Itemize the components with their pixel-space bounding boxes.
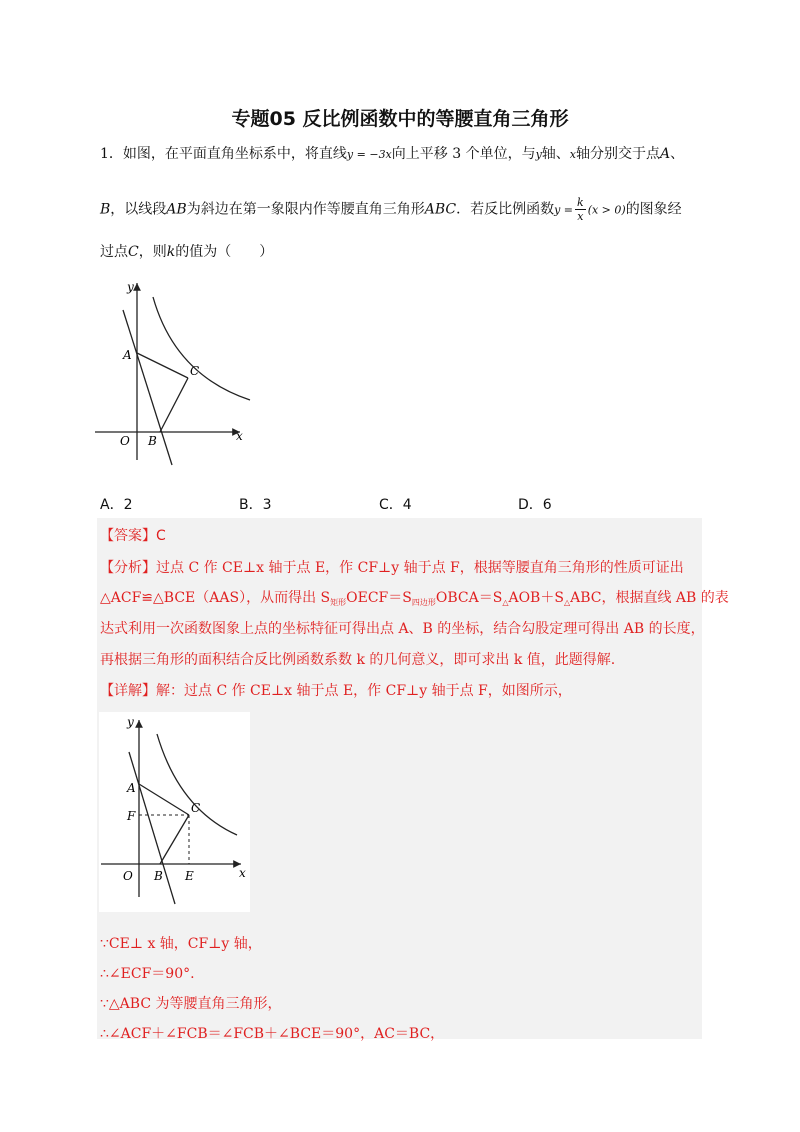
function-lhs: y =	[554, 203, 574, 217]
question-line-3	[100, 241, 273, 261]
solution-step-3: ∵△ABC 为等腰直角三角形，	[100, 996, 282, 1012]
var-x: x	[569, 148, 577, 161]
label-c: C	[191, 801, 201, 815]
label-c: C	[190, 364, 200, 378]
point-a: A	[660, 146, 671, 162]
hyperbola-curve	[153, 297, 250, 400]
subscript: △	[502, 598, 509, 607]
question-text: 过点	[100, 244, 128, 260]
line-equation: y = −3x	[346, 148, 392, 161]
label-x: x	[239, 866, 246, 880]
analysis-text: AOB＋S	[508, 590, 564, 606]
question-text: 轴分别交于点	[576, 146, 661, 162]
var-y: y	[535, 148, 542, 161]
analysis-tag: 【分析】	[100, 560, 156, 576]
analysis-text: △ACF≌△BCE（AAS），从而得出 S	[100, 590, 331, 606]
question-text: ．若反比例函数	[456, 201, 555, 218]
detail-text: 解：过点 C 作 CE⊥x 轴于点 E，作 CF⊥y 轴于点 F，如图所示，	[156, 683, 572, 699]
answer-line	[100, 525, 166, 545]
triangle-abc: ABC	[424, 201, 457, 218]
page-title: 专题05 反比例函数中的等腰直角三角形	[231, 108, 569, 130]
fraction-numerator: k	[577, 196, 584, 209]
fraction-denominator: x	[577, 210, 584, 223]
question-text: 、	[670, 146, 685, 162]
label-a: A	[123, 348, 132, 362]
subscript: 四边形	[411, 598, 436, 607]
analysis-text: ABC，根据直线 AB 的表	[570, 590, 729, 606]
label-e: E	[185, 869, 194, 883]
label-y: y	[127, 280, 134, 294]
label-x: x	[236, 429, 243, 443]
subscript: 矩形	[330, 598, 347, 607]
detail-line-1	[100, 680, 572, 700]
label-y: y	[127, 715, 134, 729]
question-text: 轴、	[541, 146, 570, 162]
analysis-line-3: 达式利用一次函数图象上点的坐标特征可得出点 A、B 的坐标，结合勾股定理可得出 AB 的长度，	[100, 621, 705, 637]
line-ab	[129, 752, 175, 904]
hyperbola-curve	[157, 734, 237, 835]
question-number: 1．	[100, 146, 123, 162]
solution-step-4: ∴∠ACF＋∠FCB＝∠FCB＋∠BCE＝90°，AC＝BC，	[100, 1026, 445, 1042]
question-line-1	[100, 143, 684, 163]
answer-tag: 【答案】	[100, 528, 156, 544]
segment-ab: AB	[166, 201, 187, 218]
segment-bc	[160, 815, 189, 864]
figure-2-graph	[99, 712, 250, 912]
label-f: F	[127, 809, 136, 823]
question-text: 为斜边在第一象限内作等腰直角三角形	[186, 201, 425, 218]
option-d[interactable]: D．6	[518, 497, 552, 513]
detail-tag: 【详解】	[100, 683, 156, 699]
question-text: 的图象经	[625, 201, 682, 218]
function-condition: (x > 0)	[587, 203, 626, 217]
question-text: 的值为（ ）	[175, 244, 274, 260]
function-fraction	[575, 196, 586, 223]
analysis-text: OECF＝S	[346, 590, 412, 606]
analysis-line-1	[100, 557, 684, 577]
point-b: B	[100, 201, 111, 218]
question-text: 如图，在平面直角坐标系中，将直线	[122, 146, 347, 162]
label-o: O	[123, 869, 133, 883]
analysis-text: 过点 C 作 CE⊥x 轴于点 E，作 CF⊥y 轴于点 F，根据等腰直角三角形的性质可证出	[156, 560, 684, 576]
analysis-text: OBCA＝S	[435, 590, 503, 606]
segment-bc	[160, 378, 188, 432]
answer-value: C	[156, 528, 166, 544]
question-text: ，以线段	[110, 201, 167, 218]
subscript: △	[563, 598, 571, 607]
figure-1-graph	[90, 275, 255, 470]
solution-step-1: ∵CE⊥ x 轴，CF⊥y 轴，	[100, 936, 262, 952]
point-c: C	[128, 244, 139, 260]
question-text: ，则	[138, 244, 167, 260]
question-text: 向上平移 3 个单位，与	[391, 146, 536, 162]
segment-ac	[137, 353, 188, 378]
analysis-line-2	[100, 587, 729, 608]
label-a: A	[127, 781, 136, 795]
option-a[interactable]: A．2	[100, 497, 133, 513]
var-k: k	[166, 244, 176, 260]
solution-step-2: ∴∠ECF＝90°.	[100, 966, 195, 982]
figure-2-frame	[99, 712, 250, 912]
label-o: O	[120, 434, 130, 448]
label-b: B	[154, 869, 163, 883]
option-c[interactable]: C．4	[379, 497, 412, 513]
question-line-2	[100, 196, 682, 223]
analysis-line-4: 再根据三角形的面积结合反比例函数系数 k 的几何意义，即可求出 k 值，此题得解.	[100, 652, 616, 668]
label-b: B	[148, 434, 157, 448]
option-b[interactable]: B．3	[239, 497, 272, 513]
